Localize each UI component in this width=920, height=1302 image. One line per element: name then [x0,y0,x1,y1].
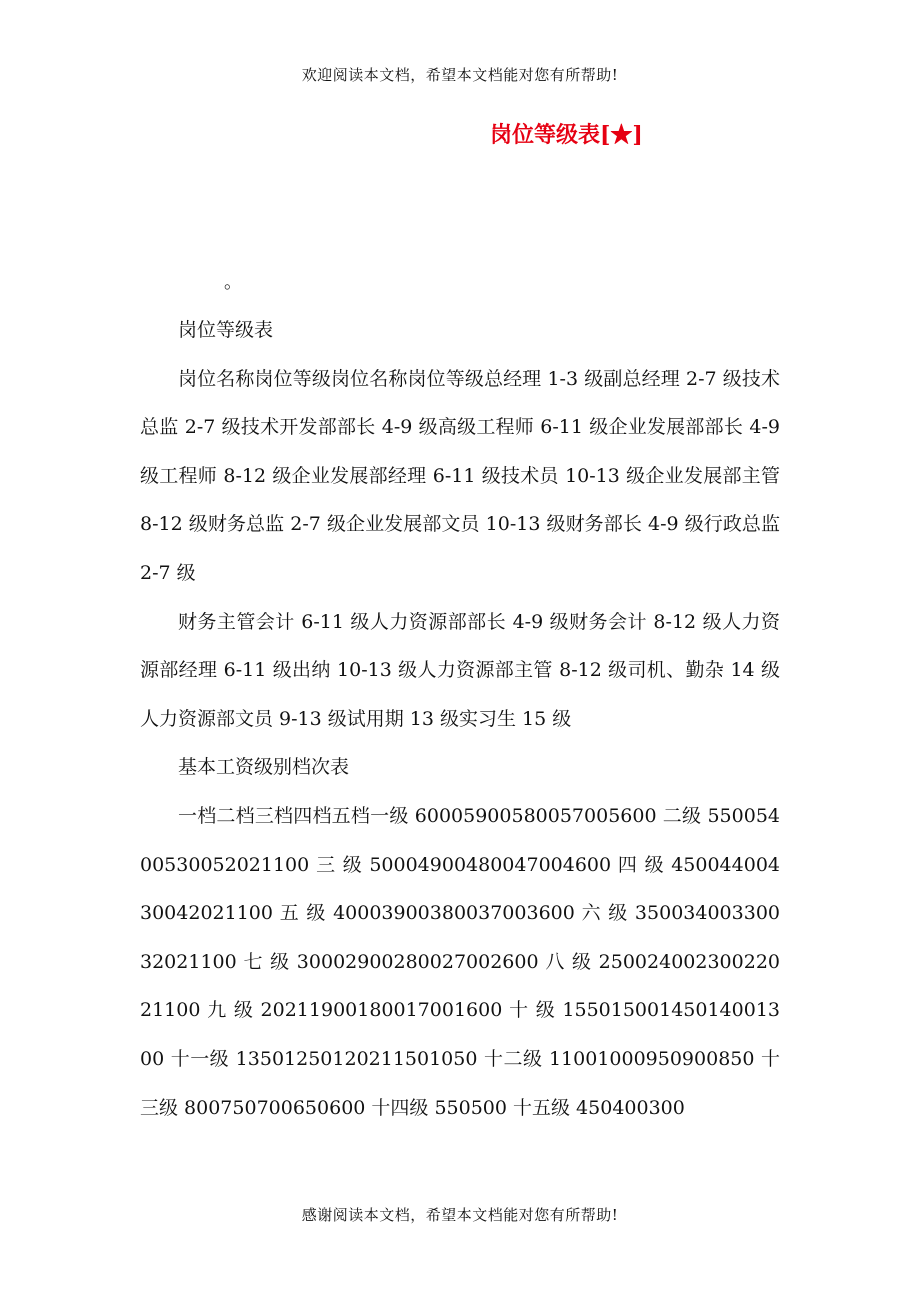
page-footer: 感谢阅读本文档，希望本文档能对您有所帮助! [301,1206,619,1224]
paragraph-position-levels-1: 岗位名称岗位等级岗位名称岗位等级总经理 1-3 级副总经理 2-7 级技术总监 2-7 级技术开发部部长 4-9 级高级工程师 6-11 级企业发展部部长 4-9 级工程师 8-12 级企业发展部经理 6-11 级技术员 10-13 级企业发展部主管 8-12 级财务总监 2-7 级企业发展部文员 10-13 级财务部长 4-9 级行政总监 2-7 级 [140,367,780,584]
paragraph-salary-table-heading: 基本工资级别档次表 [178,756,350,779]
page-header: 欢迎阅读本文档，希望本文档能对您有所帮助! [301,66,619,84]
paragraph-salary-grades: 一档二档三档四档五档一级 60005900580057005600 二级 55005400530052021100 三 级 50004900480047004600 四 级 45004400430042021100 五 级 40003900380037003600 六 级 35003400330032021100 七 级 30002900280027002600 八 级 25002400230022021100 九 级 20211900180017001600 十 级 15501500145014001300 十一级 13501250120211501050 十二级 11001000950900850 十三级 800750700650600 十四级 550500 十五级 450400300 [140,804,780,1119]
document-body [140,306,780,1132]
stray-punctuation: 。 [224,272,242,293]
document-title: 岗位等级表[★] [490,122,643,148]
paragraph-position-levels-2: 财务主管会计 6-11 级人力资源部部长 4-9 级财务会计 8-12 级人力资源部经理 6-11 级出纳 10-13 级人力资源部主管 8-12 级司机、勤杂 14 级人力资源部文员 9-13 级试用期 13 级实习生 15 级 [140,610,780,730]
paragraph-position-table-heading: 岗位等级表 [178,319,274,341]
